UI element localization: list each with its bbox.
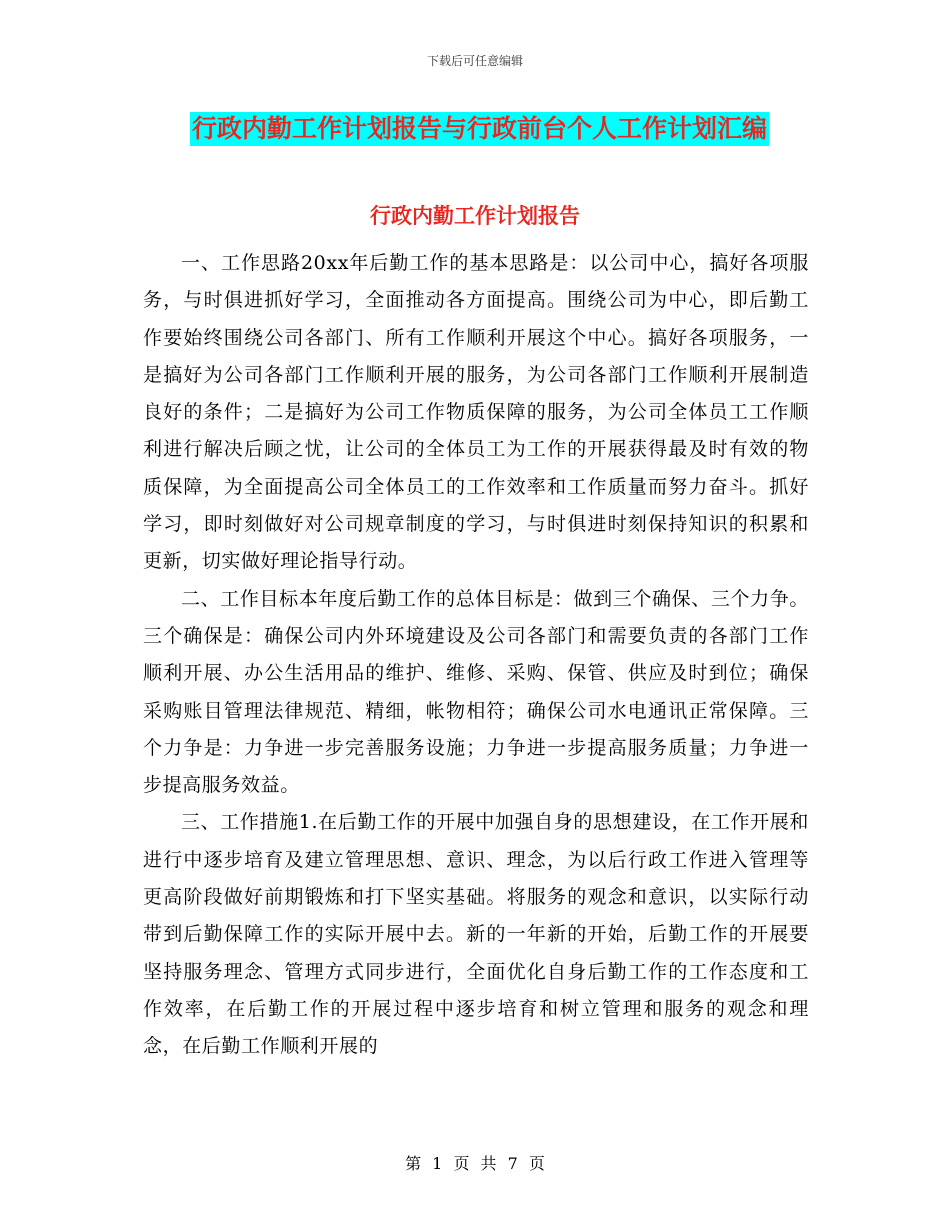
section-title: 行政内勤工作计划报告 bbox=[370, 203, 580, 228]
page-header-note: 下载后可任意编辑 bbox=[426, 54, 523, 68]
page-number-footer: 第 1 页 共 7 页 bbox=[405, 1154, 545, 1173]
paragraph-work-approach: 一、工作思路20xx年后勤工作的基本思路是：以公司中心，搞好各项服务，与时俱进抓好学习，全面推动各方面提高。围绕公司为中心，即后勤工作要始终围绕公司各部门、所有工作顺利开展这个中心。搞好各项服务，一是搞好为公司各部门工作顺利开展的服务，为公司各部门工作顺利开展制造良好的条件；二是搞好为公司工作物质保障的服务，为公司全体员工工作顺利进行解决后顾之忧，让公司的全体员工为工作的开展获得最及时有效的物质保障，为全面提高公司全体员工的工作效率和工作质量而努力奋斗。抓好学习，即时刻做好对公司规章制度的学习，与时俱进时刻保持知识的积累和更新，切实做好理论指导行动。 bbox=[143, 252, 809, 573]
paragraph-work-goals: 二、工作目标本年度后勤工作的总体目标是：做到三个确保、三个力争。三个确保是：确保公司内外环境建设及公司各部门和需要负责的各部门工作顺利开展、办公生活用品的维护、维修、采购、保管、供应及时到位；确保采购账目管理法律规范、精细，帐物相符；确保公司水电通讯正常保障。三个力争是：力争进一步完善服务设施；力争进一步提高服务质量；力争进一步提高服务效益。 bbox=[143, 587, 809, 797]
document-main-title: 行政内勤工作计划报告与行政前台个人工作计划汇编 bbox=[190, 112, 769, 146]
document-body bbox=[143, 245, 809, 1066]
paragraph-work-measures: 三、工作措施1.在后勤工作的开展中加强自身的思想建设，在工作开展和进行中逐步培育及建立管理思想、意识、理念，为以后行政工作进入管理等更高阶段做好前期锻炼和打下坚实基础。将服务的观念和意识，以实际行动带到后勤保障工作的实际开展中去。新的一年新的开始，后勤工作的开展要坚持服务理念、管理方式同步进行，全面优化自身后勤工作的工作态度和工作效率，在后勤工作的开展过程中逐步培育和树立管理和服务的观念和理念，在后勤工作顺利开展的 bbox=[143, 811, 809, 1058]
